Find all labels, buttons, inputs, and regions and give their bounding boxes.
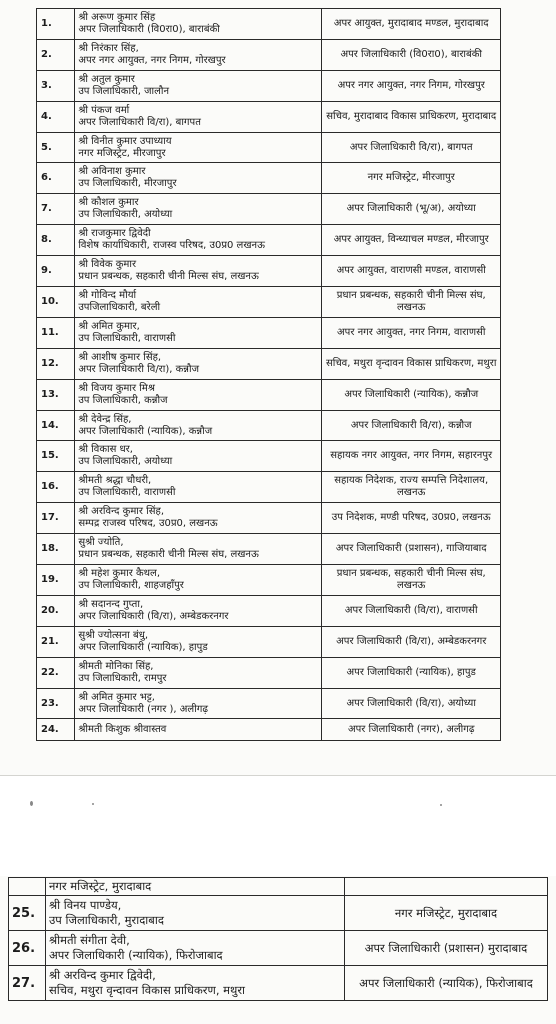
- new-posting: सहायक नगर आयुक्त, नगर निगम, सहारनपुर: [322, 441, 501, 472]
- new-posting: अपर जिलाधिकारी (वि/रा), अयोध्या: [322, 688, 501, 719]
- officer-cell: [75, 688, 322, 719]
- officer-cell: [46, 931, 345, 966]
- officer-cell: [75, 626, 322, 657]
- new-posting: अपर नगर आयुक्त, नगर निगम, गोरखपुर: [322, 70, 501, 101]
- current-posting: विशेष कार्याधिकारी, राजस्व परिषद, उ0प्र0 लखनऊ: [78, 240, 265, 252]
- new-posting: अपर जिलाधिकारी (वि0रा0), बाराबंकी: [322, 39, 501, 70]
- officer-name: श्री अविनाश कुमार: [78, 166, 146, 178]
- serial-number: 12.: [37, 348, 75, 379]
- officer-name: श्री पंकज वर्मा: [78, 104, 130, 116]
- officer-cell: [75, 317, 322, 348]
- table-row: [9, 896, 548, 931]
- table-row: [37, 256, 501, 287]
- officer-name: श्री विजय कुमार मिश्र: [78, 382, 155, 394]
- officer-name: श्री महेश कुमार कैथल,: [78, 567, 160, 579]
- current-posting: अपर जिलाधिकारी वि/रा), बागपत: [78, 116, 201, 128]
- table-row: [37, 657, 501, 688]
- officer-cell: [75, 719, 322, 741]
- officer-name: श्री कौशल कुमार: [78, 197, 139, 209]
- new-posting: सचिव, मुरादाबाद विकास प्राधिकरण, मुरादाबाद: [322, 101, 501, 132]
- officer-name: श्रीमती श्रद्धा चौधरी,: [78, 475, 152, 487]
- new-posting: अपर नगर आयुक्त, नगर निगम, वाराणसी: [322, 317, 501, 348]
- current-posting: उप जिलाधिकारी, अयोध्या: [78, 209, 173, 221]
- serial-number: 26.: [9, 931, 46, 966]
- serial-number: 27.: [9, 966, 46, 1001]
- new-posting: अपर जिलाधिकारी (न्यायिक), फिरोजाबाद: [345, 966, 548, 1001]
- current-posting: सचिव, मथुरा वृन्दावन विकास प्राधिकरण, मथुरा: [49, 983, 246, 997]
- new-posting: अपर जिलाधिकारी (प्रशासन) मुरादाबाद: [345, 931, 548, 966]
- officer-name: श्री निरंकार सिंह,: [78, 42, 139, 54]
- table-row: [37, 9, 501, 40]
- table-row: [37, 101, 501, 132]
- serial-number: 6.: [37, 163, 75, 194]
- current-posting: उप जिलाधिकारी, वाराणसी: [78, 487, 176, 499]
- table-row: [9, 931, 548, 966]
- officer-name: श्री देवेन्द्र सिंह,: [78, 413, 132, 425]
- officer-cell: [75, 287, 322, 318]
- table-row: [37, 410, 501, 441]
- officer-name: श्री विनीत कुमार उपाध्याय: [78, 135, 172, 147]
- officer-cell: [75, 503, 322, 534]
- table-body: [37, 9, 501, 741]
- officer-cell: [75, 348, 322, 379]
- current-posting: उप जिलाधिकारी, जालौन: [78, 85, 170, 97]
- new-posting: अपर जिलाधिकारी वि/रा), कन्नौज: [322, 410, 501, 441]
- officer-cell: [75, 9, 322, 40]
- serial-number: 22.: [37, 657, 75, 688]
- officer-name: श्री अमित कुमार भट्ट,: [78, 691, 155, 703]
- officer-cell: [75, 194, 322, 225]
- serial-cell: [9, 878, 46, 896]
- serial-number: 4.: [37, 101, 75, 132]
- table-row: [37, 39, 501, 70]
- serial-number: 16.: [37, 472, 75, 503]
- current-posting: अपर जिलाधिकारी (वि/रा), अम्बेडकरनगर: [78, 610, 229, 622]
- table-row: [9, 878, 548, 896]
- table-row: [37, 472, 501, 503]
- serial-number: 20.: [37, 595, 75, 626]
- table-row: [37, 348, 501, 379]
- officer-name: श्री विनय पाण्डेय,: [49, 898, 122, 912]
- officer-name: श्री विकास धर,: [78, 444, 133, 456]
- officer-name: श्री सदानन्द गुप्ता,: [78, 598, 144, 610]
- posting-cell: [345, 878, 548, 896]
- table-row: [37, 225, 501, 256]
- new-posting: प्रधान प्रबन्धक, सहकारी चीनी मिल्स संघ, लखनऊ: [322, 287, 501, 318]
- officer-name: सुश्री ज्योत्सना बंधु,: [78, 629, 149, 641]
- current-posting: अपर जिलाधिकारी (नगर ), अलीगढ़: [78, 703, 209, 715]
- serial-number: 25.: [9, 896, 46, 931]
- new-posting: अपर आयुक्त, विन्ध्याचल मण्डल, मीरजापुर: [322, 225, 501, 256]
- serial-number: 11.: [37, 317, 75, 348]
- new-posting: सहायक निदेशक, राज्य सम्पत्ति निदेशालय, लखनऊ: [322, 472, 501, 503]
- current-posting: उप जिलाधिकारी, शाहजहाँपुर: [78, 579, 184, 591]
- current-posting: अपर नगर आयुक्त, नगर निगम, गोरखपुर: [78, 54, 226, 66]
- new-posting: अपर आयुक्त, वाराणसी मण्डल, वाराणसी: [322, 256, 501, 287]
- table-row: [37, 163, 501, 194]
- officer-name: श्री विवेक कुमार: [78, 259, 137, 271]
- current-posting: उप जिलाधिकारी, मीरजापुर: [78, 178, 177, 190]
- new-posting: अपर जिलाधिकारी (न्यायिक), हापुड: [322, 657, 501, 688]
- scan-speck: [30, 801, 33, 806]
- serial-number: 21.: [37, 626, 75, 657]
- officer-name: सुश्री ज्योति,: [78, 537, 124, 549]
- table-row: [37, 595, 501, 626]
- table-row: [37, 719, 501, 741]
- officer-cell: [75, 657, 322, 688]
- new-posting: उप निदेशक, मण्डी परिषद, उ0प्र0, लखनऊ: [322, 503, 501, 534]
- officer-cell: [75, 101, 322, 132]
- serial-number: 17.: [37, 503, 75, 534]
- table-row: [37, 534, 501, 565]
- transfer-table-page1: [36, 8, 501, 741]
- table-row: [37, 626, 501, 657]
- serial-number: 7.: [37, 194, 75, 225]
- officer-name: श्री अमित कुमार,: [78, 320, 140, 332]
- officer-cell: [75, 595, 322, 626]
- officer-cell: [46, 896, 345, 931]
- officer-name: श्री राजकुमार द्विवेदी: [78, 228, 151, 240]
- serial-number: 10.: [37, 287, 75, 318]
- officer-name: श्रीमती मोनिका सिंह,: [78, 660, 154, 672]
- current-posting: अपर जिलाधिकारी (वि0रा0), बाराबंकी: [78, 23, 220, 35]
- current-posting: उप जिलाधिकारी, कन्नौज: [78, 394, 168, 406]
- serial-number: 19.: [37, 565, 75, 596]
- officer-name: श्रीमती संगीता देवी,: [49, 933, 130, 947]
- table-row: [37, 194, 501, 225]
- current-posting: अपर जिलाधिकारी वि/रा), कन्नौज: [78, 363, 200, 375]
- table-row: [37, 565, 501, 596]
- new-posting: प्रधान प्रबन्धक, सहकारी चीनी मिल्स संघ, लखनऊ: [322, 565, 501, 596]
- serial-number: 5.: [37, 132, 75, 163]
- officer-cell: [75, 565, 322, 596]
- officer-name: श्रीमती किशुक श्रीवास्तव: [78, 723, 167, 735]
- current-posting: अपर जिलाधिकारी (न्यायिक), कन्नौज: [78, 425, 213, 437]
- officer-name: श्री अतुल कुमार: [78, 73, 135, 85]
- new-posting: अपर जिलाधिकारी (प्रशासन), गाजियाबाद: [322, 534, 501, 565]
- serial-number: 2.: [37, 39, 75, 70]
- current-posting: उप जिलाधिकारी, रामपुर: [78, 672, 167, 684]
- officer-cell: [75, 441, 322, 472]
- officer-cell: [75, 472, 322, 503]
- serial-number: 15.: [37, 441, 75, 472]
- table-row: [37, 503, 501, 534]
- scan-speck: [92, 803, 94, 805]
- officer-name: श्री अरविन्द कुमार सिंह,: [78, 506, 164, 518]
- officer-cell: [75, 256, 322, 287]
- new-posting: अपर जिलाधिकारी (भू/अ), अयोध्या: [322, 194, 501, 225]
- serial-number: 23.: [37, 688, 75, 719]
- serial-number: 18.: [37, 534, 75, 565]
- page-break-gap: [0, 775, 556, 876]
- table-row: [37, 132, 501, 163]
- table-row: [37, 379, 501, 410]
- serial-number: 1.: [37, 9, 75, 40]
- current-posting: उप जिलाधिकारी, मुरादाबाद: [49, 913, 164, 927]
- current-posting: प्रधान प्रबन्धक, सहकारी चीनी मिल्स संघ, लखनऊ: [78, 271, 259, 283]
- scan-speck: [440, 804, 442, 806]
- officer-cell: [75, 225, 322, 256]
- new-posting: अपर आयुक्त, मुरादाबाद मण्डल, मुरादाबाद: [322, 9, 501, 40]
- table-row: [37, 441, 501, 472]
- current-posting: उपजिलाधिकारी, बरेली: [78, 301, 161, 313]
- officer-cell: [75, 379, 322, 410]
- table-body: [9, 878, 548, 1001]
- current-posting: प्रधान प्रबन्धक, सहकारी चीनी मिल्स संघ, लखनऊ: [78, 549, 259, 561]
- officer-cell: [46, 966, 345, 1001]
- serial-number: 8.: [37, 225, 75, 256]
- table-row: [9, 966, 548, 1001]
- new-posting: अपर जिलाधिकारी (वि/रा), अम्बेडकरनगर: [322, 626, 501, 657]
- new-posting: अपर जिलाधिकारी वि/रा), बागपत: [322, 132, 501, 163]
- new-posting: अपर जिलाधिकारी (वि/रा), वाराणसी: [322, 595, 501, 626]
- table-row: [37, 317, 501, 348]
- current-posting: नगर मजिस्ट्रेट, मीरजापुर: [78, 147, 166, 159]
- officer-cell: [75, 132, 322, 163]
- officer-cell: [75, 410, 322, 441]
- officer-name: श्री गोविन्द मौर्या: [78, 289, 137, 301]
- serial-number: 24.: [37, 719, 75, 741]
- officer-cell: [75, 534, 322, 565]
- officer-cell: [75, 39, 322, 70]
- current-posting: अपर जिलाधिकारी (न्यायिक), फिरोजाबाद: [49, 948, 223, 962]
- table-row: [37, 287, 501, 318]
- new-posting: नगर मजिस्ट्रेट, मीरजापुर: [322, 163, 501, 194]
- officer-cell: [75, 163, 322, 194]
- current-posting: सम्पद्र राजस्व परिषद, उ0प्र0, लखनऊ: [78, 518, 218, 530]
- serial-number: 13.: [37, 379, 75, 410]
- officer-name: श्री आशीष कुमार सिंह,: [78, 351, 162, 363]
- table-row: [37, 688, 501, 719]
- continuation-cell: नगर मजिस्ट्रेट, मुरादाबाद: [46, 878, 345, 896]
- serial-number: 14.: [37, 410, 75, 441]
- new-posting: नगर मजिस्ट्रेट, मुरादाबाद: [345, 896, 548, 931]
- table-row: [37, 70, 501, 101]
- new-posting: अपर जिलाधिकारी (न्यायिक), कन्नौज: [322, 379, 501, 410]
- officer-name: श्री अरविन्द कुमार द्विवेदी,: [49, 968, 156, 982]
- officer-name: श्री अरूण कुमार सिंह: [78, 11, 156, 23]
- current-posting: अपर जिलाधिकारी (न्यायिक), हापुड: [78, 641, 208, 653]
- current-posting: उप जिलाधिकारी, अयोध्या: [78, 456, 173, 468]
- transfer-table-page2: [8, 877, 548, 1001]
- serial-number: 9.: [37, 256, 75, 287]
- new-posting: अपर जिलाधिकारी (नगर), अलीगढ़: [322, 719, 501, 741]
- serial-number: 3.: [37, 70, 75, 101]
- new-posting: सचिव, मथुरा वृन्दावन विकास प्राधिकरण, मथुरा: [322, 348, 501, 379]
- current-posting: उप जिलाधिकारी, वाराणसी: [78, 332, 176, 344]
- officer-cell: [75, 70, 322, 101]
